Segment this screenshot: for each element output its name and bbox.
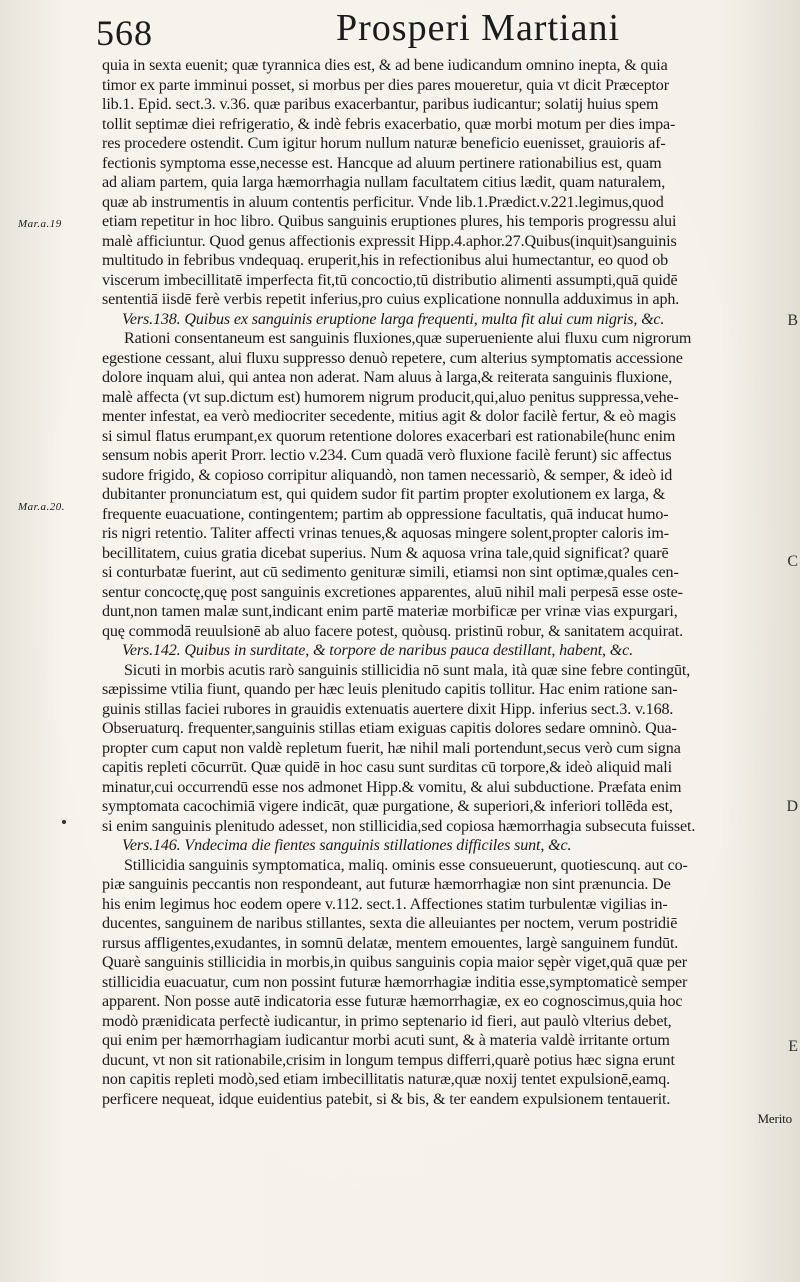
text-line: his enim legimus hoc eodem opere v.112. sect.1. Affectiones statim turbulentæ vigilias in- — [102, 895, 668, 913]
ink-speck — [62, 820, 66, 824]
text-line: si conturbatæ fuerint, aut cū sedimento genituræ simili, etiamsi non sint optimæ,quales cen- — [102, 564, 679, 581]
text-line: ad aliam partem, quia larga hæmorrhagia nullam facultatem citius lædit, quam naturalem, — [102, 174, 666, 191]
catchword: Merito — [757, 1111, 792, 1126]
running-head: Prosperi Martiani — [336, 7, 621, 49]
text-line: frequente euacuatione, contingentem; partim ab oppressione facultatis, quā inducat humo- — [102, 505, 669, 523]
text-line: non capitis repleti modò,sed etiam imbecillitatis naturæ,quæ noxij tentet expulsionē,eamq. — [102, 1071, 670, 1088]
verse-heading-138: Vers.138. Quibus ex sanguinis eruptione larga frequenti, multa fit alui cum nigris, &c. — [122, 310, 665, 328]
text-line: sententiā iisdē ferè verbis repetit inferius,pro cuius explicatione nonnulla adduximus in aph. — [102, 291, 680, 308]
text-line: qui enim per hæmorrhagiam iudicantur morbi acuti sunt, & à materia valdè irritante ortum — [102, 1032, 670, 1049]
verse-heading-142: Vers.142. Quibus in surditate, & torpore de naribus pauca destillant, habent, &c. — [122, 642, 634, 659]
text-line: Sicuti in morbis acutis rarò sanguinis stillicidia nō sunt mala, ità quæ sine febre contingūt, — [124, 661, 691, 679]
text-line: malè afficiuntur. Quod genus affectionis expressit Hipp.4.aphor.27.Quibus(inquit)sanguinis — [102, 232, 677, 250]
text-line: sudore frigido, & copioso corripitur aliquandò, non tamen necessariò, & semper, & ideò id — [102, 466, 673, 484]
text-line: si enim sanguinis plenitudo adesset, non stillicidia,sed copiosa hæmorrhagia subsecuta fuisset. — [102, 817, 696, 835]
text-line: viscerum imbecillitatē imperfecta fit,tū concoctio,tū distributio alimenti assumpti,quā quidē — [102, 271, 678, 289]
edge-letter-e: E — [788, 1038, 798, 1055]
text-line: res procedere ostendit. Cum igitur horum nullum naturæ beneficio euenisset, grauioris af- — [102, 135, 666, 152]
text-line: dunt,non tamen malæ sunt,indicant enim partē materiæ morbificæ per vrinæ vias expurgari, — [102, 603, 678, 620]
text-line: Stillicidia sanguinis symptomatica, maliq. ominis esse consueuerunt, quotiescunq. aut co- — [124, 856, 688, 874]
text-line: etiam repetitur in hoc libro. Quibus sanguinis eruptiones plures, his temporis progressu alui — [102, 213, 677, 230]
text-line: egestione cessant, alui fluxu suppresso denuò repetere, cum alterius symptomatis accessione — [102, 349, 683, 367]
verse-heading-146: Vers.146. Vndecima die fientes sanguinis stillationes difficiles sunt, &c. — [122, 837, 572, 854]
text-line: sæpissime vtilia fiunt, quando per hæc leuis plenitudo capitis tollitur. Hac enim ratione san- — [102, 681, 678, 698]
margin-note-1: Mar.a.19 — [18, 218, 62, 230]
text-line: menter infestat, ea verò mediocriter secedente, mitius agit & dolor facilè fertur, & eò magis — [102, 408, 676, 425]
text-line: apparent. Non posse autē indicatoria esse futuræ hæmorrhagiæ, ex eo cognoscimus,quia hoc — [102, 993, 683, 1010]
text-line: capitis repleti cōcurrūt. Quæ quidē in hoc casu sunt surditas cū torpore,& ideò aliquid mali — [102, 759, 672, 776]
text-line: guinis stillas faciei rubores in grauidis extenuatis auertere dixit Hipp. inferius sect.3. v.168. — [102, 700, 674, 718]
text-body — [102, 56, 792, 1129]
page-header — [96, 6, 786, 52]
text-line: sensum nobis aperit Prorr. lectio v.234. Cum quadā verò fluxione facilè ferunt) sic affectus — [102, 447, 672, 464]
text-line: Quarè sanguinis stillicidia in morbis,in quibus sanguinis copia maior sępèr viget,quā quæ per — [102, 954, 687, 971]
text-line: ducunt, vt non sit rationabile,crisim in longum tempus differri,quarè potius hæc signa erunt — [102, 1051, 675, 1069]
text-line: malè affecta (vt sup.dictum est) humorem nigrum producit,qui,aluo penitus suppressa,vehe- — [102, 388, 679, 406]
text-line: ducentes, sanguinem de naribus stillantes, sexta die alleuiantes per noctem, verum postridiē — [102, 915, 678, 932]
text-line: quæ ab instrumentis in aluum contentis perficitur. Vnde lib.1.Prædict.v.221.legimus,quod — [102, 193, 664, 211]
text-line: Obseruaturq. frequenter,sanguinis stillas etiam exiguas capitis dolores sedare omninò. Qua- — [102, 720, 677, 737]
text-line: quę commodā reuulsionē ab aluo facere potest, quòusq. pristinū robur, & sanitatem acquirat. — [102, 622, 684, 640]
text-line: perficere nequeat, idque euidentius patebit, si & bis, & ter eandem expulsionem tentauerit. — [102, 1090, 671, 1108]
text-line: piæ sanguinis peccantis non respondeant, aut futuræ hæmorrhagiæ non sint prænuncia. De — [102, 876, 671, 893]
text-line: sentur concoctę,quę post sanguinis excretiones apparentes, aluū nihil mali perpesā esse oste- — [102, 583, 683, 601]
text-line: symptomata cacochimiā vigere indicāt, quæ purgatione, & superiori,& inferiori tollēda est, — [102, 798, 673, 815]
edge-letter-c: C — [787, 553, 798, 570]
margin-note-2: Mar.a.20. — [18, 501, 65, 513]
text-line: stillicidia euacuatur, cum non possint futuræ hæmorrhagiæ inditia esse,symptomaticè semper — [102, 973, 688, 991]
text-line: minatur,cui occurrendū esse nos admonet Hipp.& vomitu, & alui subductione. Præfata enim — [102, 778, 682, 796]
text-line: Rationi consentaneum est sanguinis fluxiones,quæ superueniente alui fluxu cum nigrorum — [124, 330, 692, 347]
text-line: dubitanter pronunciatum est, qui quidem sudor fit partim propter exolutionem ex larga, & — [102, 486, 666, 503]
text-line: multitudo in febribus vndequaq. eruperit,his in refectionibus alui humectantur, eo quod ob — [102, 252, 668, 269]
text-line: dolore inquam alui, qui antea non aderat. Nam aluus à larga,& reiterata sanguinis fluxione, — [102, 369, 673, 386]
text-line: fectionis symptoma esse,necesse est. Hancque ad aluum pertinere rationabilius est, quam — [102, 154, 662, 172]
edge-letter-d: D — [786, 798, 798, 815]
text-line: propter cum caput non valdè repletum fuerit, hæ nihil mali portendunt,secus verò cum signa — [102, 739, 681, 757]
text-line: si simul flatus erumpant,ex quorum retentione dolores exacerbari est rationabile(hunc enim — [102, 427, 676, 445]
text-line: modò prænidicata perfectè iudicantur, in primo septenario id fieri, aut paulò vlterius debet, — [102, 1012, 672, 1030]
edge-letter-b: B — [787, 312, 798, 329]
text-line: timor ex parte imminui posset, si morbus per dies pares moueretur, quia vt dicit Præceptor — [102, 76, 669, 94]
text-line: lib.1. Epid. sect.3. v.36. quæ paribus exacerbantur, paribus iudicantur; solatij huius spem — [102, 96, 659, 113]
text-line: tollit septimæ diei refrigeratio, & indè febris exacerbatio, quæ morbi motum per dies impa- — [102, 115, 676, 133]
page-number: 568 — [96, 13, 153, 53]
text-line: becillitatem, cuius gratia dicebat superius. Num & aquosa vrina tale,quid significat? quarē — [102, 544, 669, 562]
text-line: rursus affligentes,exudantes, in somnū delatæ, mentem emouentes, largè sanguinem fundūt. — [102, 934, 679, 952]
text-line: ris nigri retentio. Taliter affecti vrinas tenues,& aquosas mingere solent,propter caloris im- — [102, 525, 669, 542]
text-line: quia in sexta euenit; quæ tyrannica dies est, & ad bene iudicandum omnino inepta, & quia — [102, 57, 668, 74]
